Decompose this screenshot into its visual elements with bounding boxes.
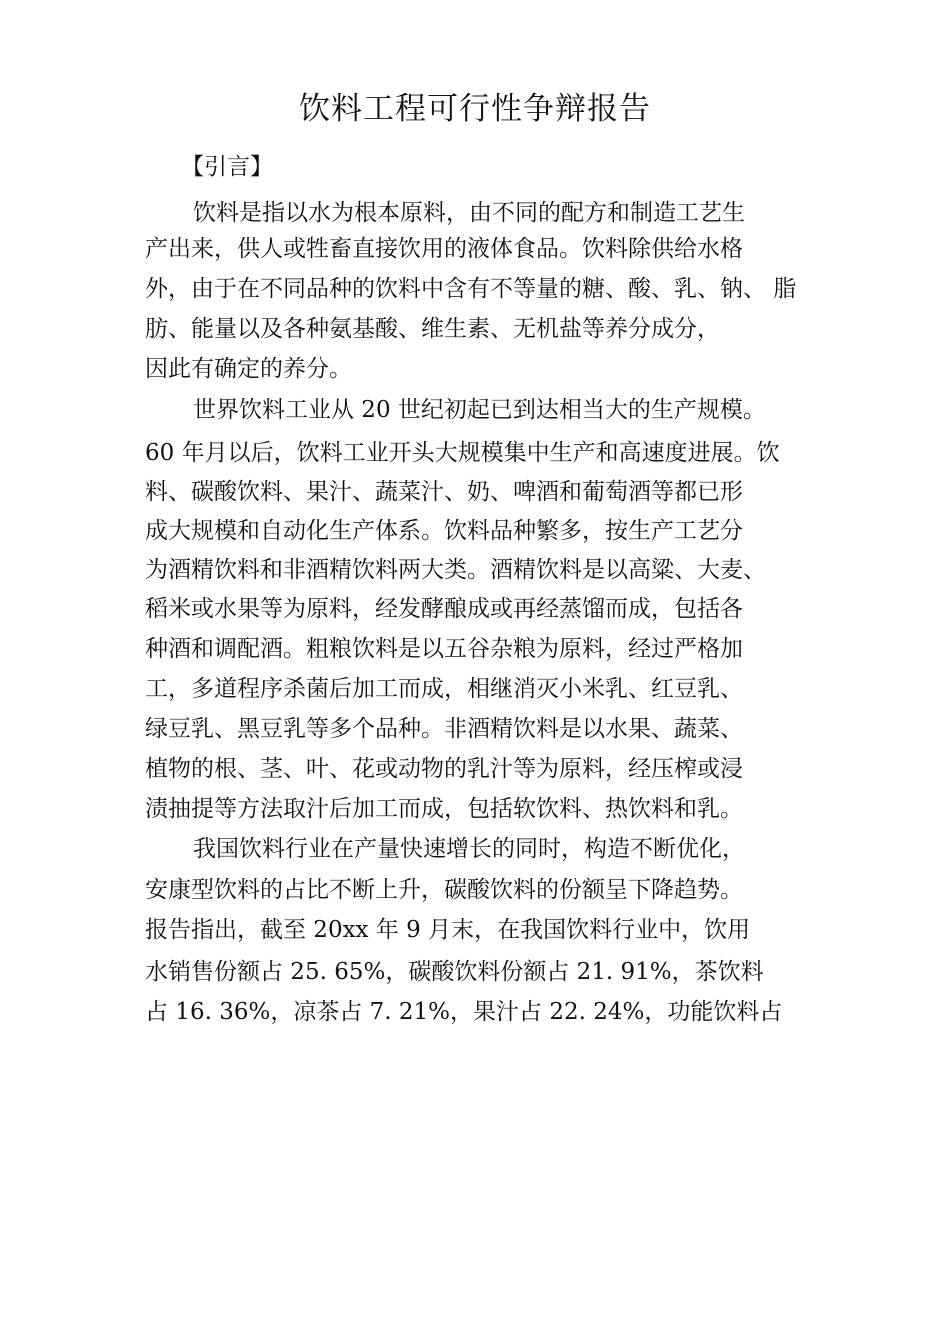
- text-line: 占 16. 36%，凉茶占 7. 21%，果汁占 22. 24%，功能饮料占: [145, 999, 783, 1025]
- text-line: 绿豆乳、黑豆乳等多个品种。非酒精饮料是以水果、蔬菜、: [145, 716, 743, 742]
- document-title: 饮料工程可行性争辩报告: [299, 91, 651, 127]
- text-line: 报告指出，截至 20xx 年 9 月末，在我国饮料行业中，饮用: [145, 917, 751, 943]
- text-line: 稻米或水果等为原料，经发酵酿成或再经蒸馏而成，包括各: [145, 596, 743, 622]
- text-line: 产出来，供人或牲畜直接饮用的液体食品。饮料除供给水格: [145, 236, 743, 262]
- text-line: 植物的根、茎、叶、花或动物的乳汁等为原料，经压榨或浸: [145, 756, 743, 782]
- text-line: 饮料是指以水为根本原料，由不同的配方和制造工艺生: [193, 200, 745, 226]
- text-line: 我国饮料行业在产量快速增长的同时，构造不断优化，: [193, 836, 745, 862]
- text-line: 因此有确定的养分。: [145, 356, 352, 382]
- text-line: 世界饮料工业从 20 世纪初起已到达相当大的生产规模。: [193, 397, 766, 423]
- text-line: 成大规模和自动化生产体系。饮料品种繁多，按生产工艺分: [145, 518, 743, 544]
- text-line: 水销售份额占 25. 65%，碳酸饮料份额占 21. 91%，茶饮料: [145, 959, 764, 985]
- text-line: 60 年月以后，饮料工业开头大规模集中生产和高速度进展。饮: [145, 440, 780, 466]
- text-line: 为酒精饮料和非酒精饮料两大类。酒精饮料是以高粱、大麦、: [145, 557, 766, 583]
- text-line: 种酒和调配酒。粗粮饮料是以五谷杂粮为原料，经过严格加: [145, 636, 743, 662]
- text-line: 工，多道程序杀菌后加工而成，相继消灭小米乳、红豆乳、: [145, 676, 743, 702]
- text-line: 渍抽提等方法取汁后加工而成，包括软饮料、热饮料和乳。: [145, 796, 743, 822]
- text-line: 肪、能量以及各种氨基酸、维生素、无机盐等养分成分，: [145, 316, 720, 342]
- text-line: 外，由于在不同品种的饮料中含有不等量的糖、酸、乳、钠、 脂: [145, 276, 797, 302]
- section-heading: 【引言】: [181, 154, 273, 180]
- text-line: 安康型饮料的占比不断上升，碳酸饮料的份额呈下降趋势。: [145, 877, 743, 903]
- text-line: 料、碳酸饮料、果汁、蔬菜汁、奶、啤酒和葡萄酒等都已形: [145, 479, 743, 505]
